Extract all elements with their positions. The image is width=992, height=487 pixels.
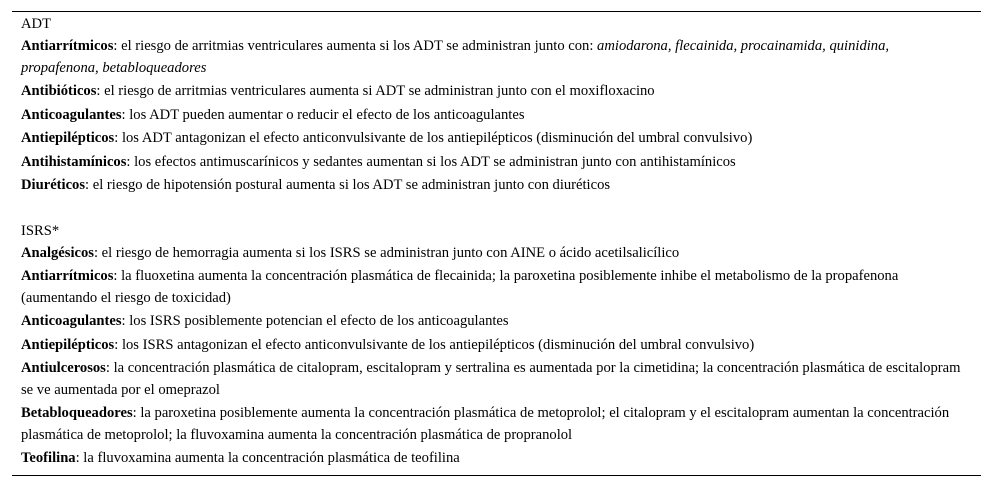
entry-isrs-anticoagulantes (21, 311, 961, 333)
entry-term: Antibióticos (21, 83, 97, 99)
section-title-isrs: ISRS* (21, 222, 60, 239)
entry-term: Analgésicos (21, 244, 94, 261)
entry-text: : el riesgo de hemorragia aumenta si los ISRS se administran junto con AINE o ácido acetilsalicílico (93, 244, 680, 261)
entry-isrs-antiulcerosos (21, 358, 961, 401)
entry-text: : el riesgo de arritmias ventriculares aumenta si los ADT se administran junto con: (113, 38, 598, 54)
entry-adt-antihistaminicos (21, 152, 961, 174)
table-content (21, 14, 961, 470)
entry-text: : la concentración plasmática de citalopram, escitalopram y sertralina es aumentada por la cimetidina; la concentración plasmática de escitalopram se ve aumentada por el omeprazol (21, 360, 961, 398)
entry-text: : los ADT pueden aumentar o reducir el efecto de los anticoagulantes (121, 106, 525, 123)
entry-text: : los ADT antagonizan el efecto anticonvulsivante de los antiepilépticos (disminución del umbral convulsivo) (114, 130, 753, 146)
entry-text: : los efectos antimuscarínicos y sedantes aumentan si los ADT se administran junto con antihistamínicos (126, 153, 736, 170)
section-title-adt: ADT (21, 16, 51, 32)
entry-text: : los ISRS antagonizan el efecto anticonvulsivante de los antiepilépticos (disminución del umbral convulsivo) (114, 336, 755, 353)
entry-adt-antibioticos (21, 81, 961, 103)
entry-term: Antiarrítmicos (21, 268, 114, 284)
entry-term: Teofilina (21, 450, 76, 466)
entry-term: Antiepilépticos (21, 130, 115, 146)
entry-term: Antiarrítmicos (21, 38, 114, 54)
entry-term: Antiepilépticos (21, 336, 115, 353)
section-spacer (21, 197, 961, 221)
entry-term: Antiulcerosos (21, 360, 106, 376)
entry-term: Anticoagulantes (21, 106, 122, 123)
entry-term: Anticoagulantes (21, 313, 122, 329)
entry-isrs-teofilina (21, 448, 961, 470)
interactions-table (12, 11, 981, 476)
entry-isrs-antiepilepticos (21, 335, 961, 357)
entry-isrs-analgesicos (21, 243, 961, 265)
entry-isrs-antiarritmicos (21, 266, 961, 309)
entry-text: : la fluoxetina aumenta la concentración plasmática de flecainida; la paroxetina posiblemente inhibe el metabolismo de la propafenona (aumentando el riesgo de toxicidad) (21, 268, 899, 306)
entry-adt-antiepilepticos (21, 128, 961, 150)
entry-text: : el riesgo de arritmias ventriculares aumenta si ADT se administran junto con el moxifloxacino (96, 83, 655, 99)
entry-isrs-betabloqueadores (21, 403, 961, 446)
entry-term: Betabloqueadores (21, 405, 133, 421)
entry-text: : la fluvoxamina aumenta la concentración plasmática de teofilina (75, 450, 460, 466)
entry-italic-drugs: amiodarona, flecainida, procainamida, quinidina, propafenona, betabloqueadores (21, 38, 890, 76)
entry-adt-antiarritmicos (21, 36, 961, 79)
entry-text: : la paroxetina posiblemente aumenta la concentración plasmática de metoprolol; el citalopram y el escitalopram aumentan la concentración plasmática de metoprolol; la fluvoxamina aumenta la concentración plasmática de propranolol (21, 405, 950, 443)
entry-term: Diuréticos (21, 177, 86, 193)
entry-text: : los ISRS posiblemente potencian el efecto de los anticoagulantes (121, 313, 509, 329)
entry-term: Antihistamínicos (21, 153, 127, 170)
entry-adt-diureticos (21, 175, 961, 197)
entry-text: : el riesgo de hipotensión postural aumenta si los ADT se administran junto con diuréticos (85, 177, 611, 193)
entry-adt-anticoagulantes (21, 105, 961, 127)
